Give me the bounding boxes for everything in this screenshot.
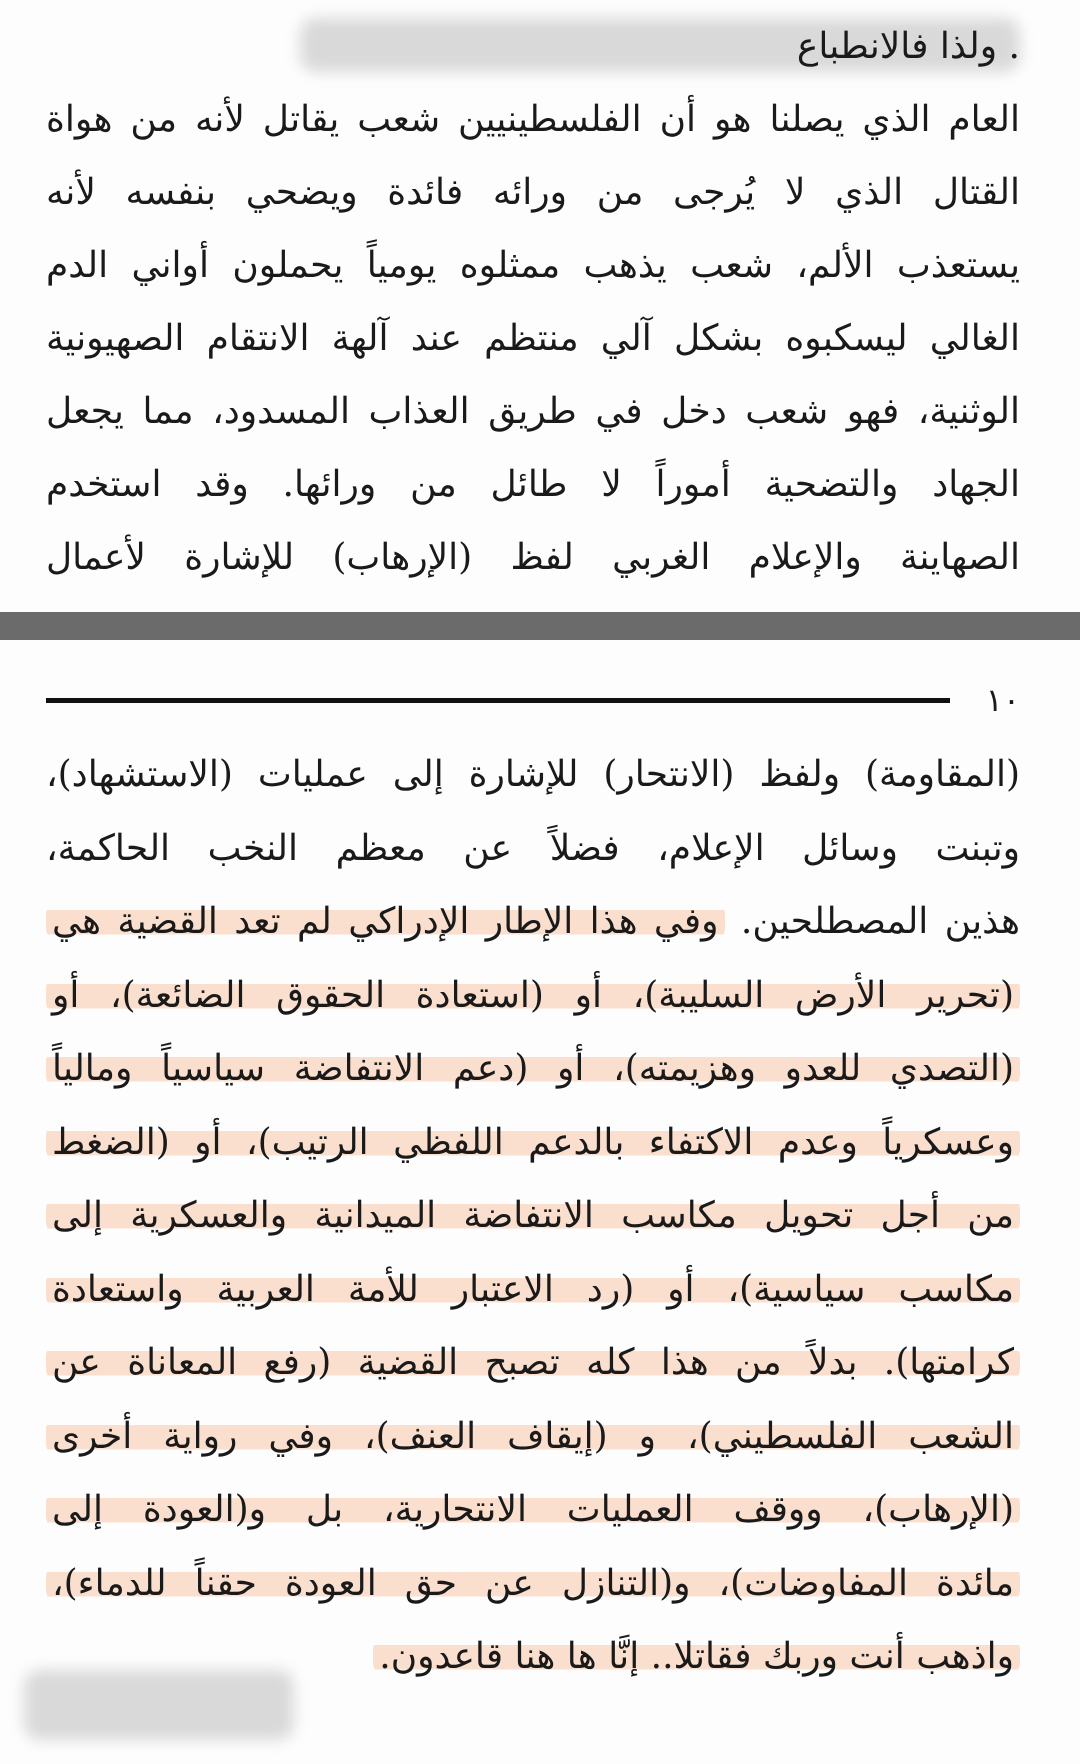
- text-line: القتال الذي لا يُرجى من ورائه فائدة ويضحي بنفسه لأنه: [46, 172, 1020, 213]
- highlighted-text: (التصدي للعدو وهزيمته)، أو (دعم الانتفاضة سياسياً ومالياً: [46, 1048, 1020, 1089]
- text-line: [46, 1032, 1020, 1106]
- text-line: [46, 1326, 1020, 1400]
- page-number: ١٠: [985, 681, 1020, 719]
- text-line: [46, 1400, 1020, 1474]
- highlighted-text: وعسكرياً وعدم الاكتفاء بالدعم اللفظي الرتيب)، أو (الضغط: [46, 1122, 1020, 1163]
- highlighted-text: كرامتها). بدلاً من هذا كله تصبح القضية (رفع المعاناة عن: [46, 1342, 1020, 1383]
- text-line: [46, 10, 1020, 83]
- highlighted-text: مكاسب سياسية)، أو (رد الاعتبار للأمة العربية واستعادة: [46, 1269, 1020, 1310]
- bottom-page-text: [46, 738, 1020, 1694]
- redacted-blur: [24, 1670, 294, 1740]
- text-line: [46, 1547, 1020, 1621]
- text-line-plain: وتبنت وسائل الإعلام، فضلاً عن معظم النخب الحاكمة،: [46, 827, 1020, 869]
- text-line: [46, 812, 1020, 886]
- text-line: [46, 1179, 1020, 1253]
- text-line: [46, 1106, 1020, 1180]
- highlighted-text: واذهب أنت وربك فقاتلا.. إنَّا ها هنا قاعدون.: [373, 1636, 1020, 1677]
- text-line: الوثنية، فهو شعب دخل في طريق العذاب المسدود، مما يجعل: [46, 391, 1020, 432]
- text-line-plain: هذين المصطلحين.: [724, 901, 1020, 942]
- highlighted-text: الشعب الفلسطيني)، و (إيقاف العنف)، وفي رواية أخرى: [46, 1416, 1020, 1457]
- highlighted-text: (الإرهاب)، ووقف العمليات الانتحارية، بل و(العودة إلى: [46, 1489, 1020, 1530]
- text-line: يستعذب الألم، شعب يذهب ممثلوه يومياً يحملون أواني الدم: [46, 245, 1020, 286]
- header-rule: [46, 698, 950, 703]
- text-line: الصهاينة والإعلام الغربي لفظ (الإرهاب) للإشارة لأعمال: [46, 537, 1020, 578]
- text-line-content: . ولذا فالانطباع: [796, 26, 1020, 67]
- highlighted-text: وفي هذا الإطار الإدراكي لم تعد القضية هي: [46, 901, 725, 942]
- text-line: الغالي ليسكبوه بشكل آلي منتظم عند آلهة الانتقام الصهيونية: [46, 318, 1020, 359]
- text-line: العام الذي يصلنا هو أن الفلسطينيين شعب يقاتل لأنه من هواة: [46, 99, 1020, 140]
- bottom-page: [0, 640, 1080, 1764]
- top-page-text: [46, 10, 1020, 594]
- text-line: [46, 1473, 1020, 1547]
- page-separator: [0, 612, 1080, 640]
- text-line: [46, 1253, 1020, 1327]
- highlighted-text: من أجل تحويل مكاسب الانتفاضة الميدانية والعسكرية إلى: [46, 1195, 1020, 1236]
- highlighted-text: (تحرير الأرض السليبة)، أو (استعادة الحقوق الضائعة)، أو: [46, 975, 1020, 1016]
- text-line: الجهاد والتضحية أموراً لا طائل من ورائها. وقد استخدم: [46, 464, 1020, 505]
- text-line: [46, 738, 1020, 812]
- text-line-plain: (المقاومة) ولفظ (الانتحار) للإشارة إلى عمليات (الاستشهاد)،: [46, 754, 1020, 795]
- highlighted-text: مائدة المفاوضات)، و(التنازل عن حق العودة حقناً للدماء)،: [46, 1563, 1020, 1604]
- text-line: [46, 959, 1020, 1033]
- text-line: [46, 885, 1020, 959]
- page-header: [46, 680, 1020, 720]
- top-page: [0, 0, 1080, 612]
